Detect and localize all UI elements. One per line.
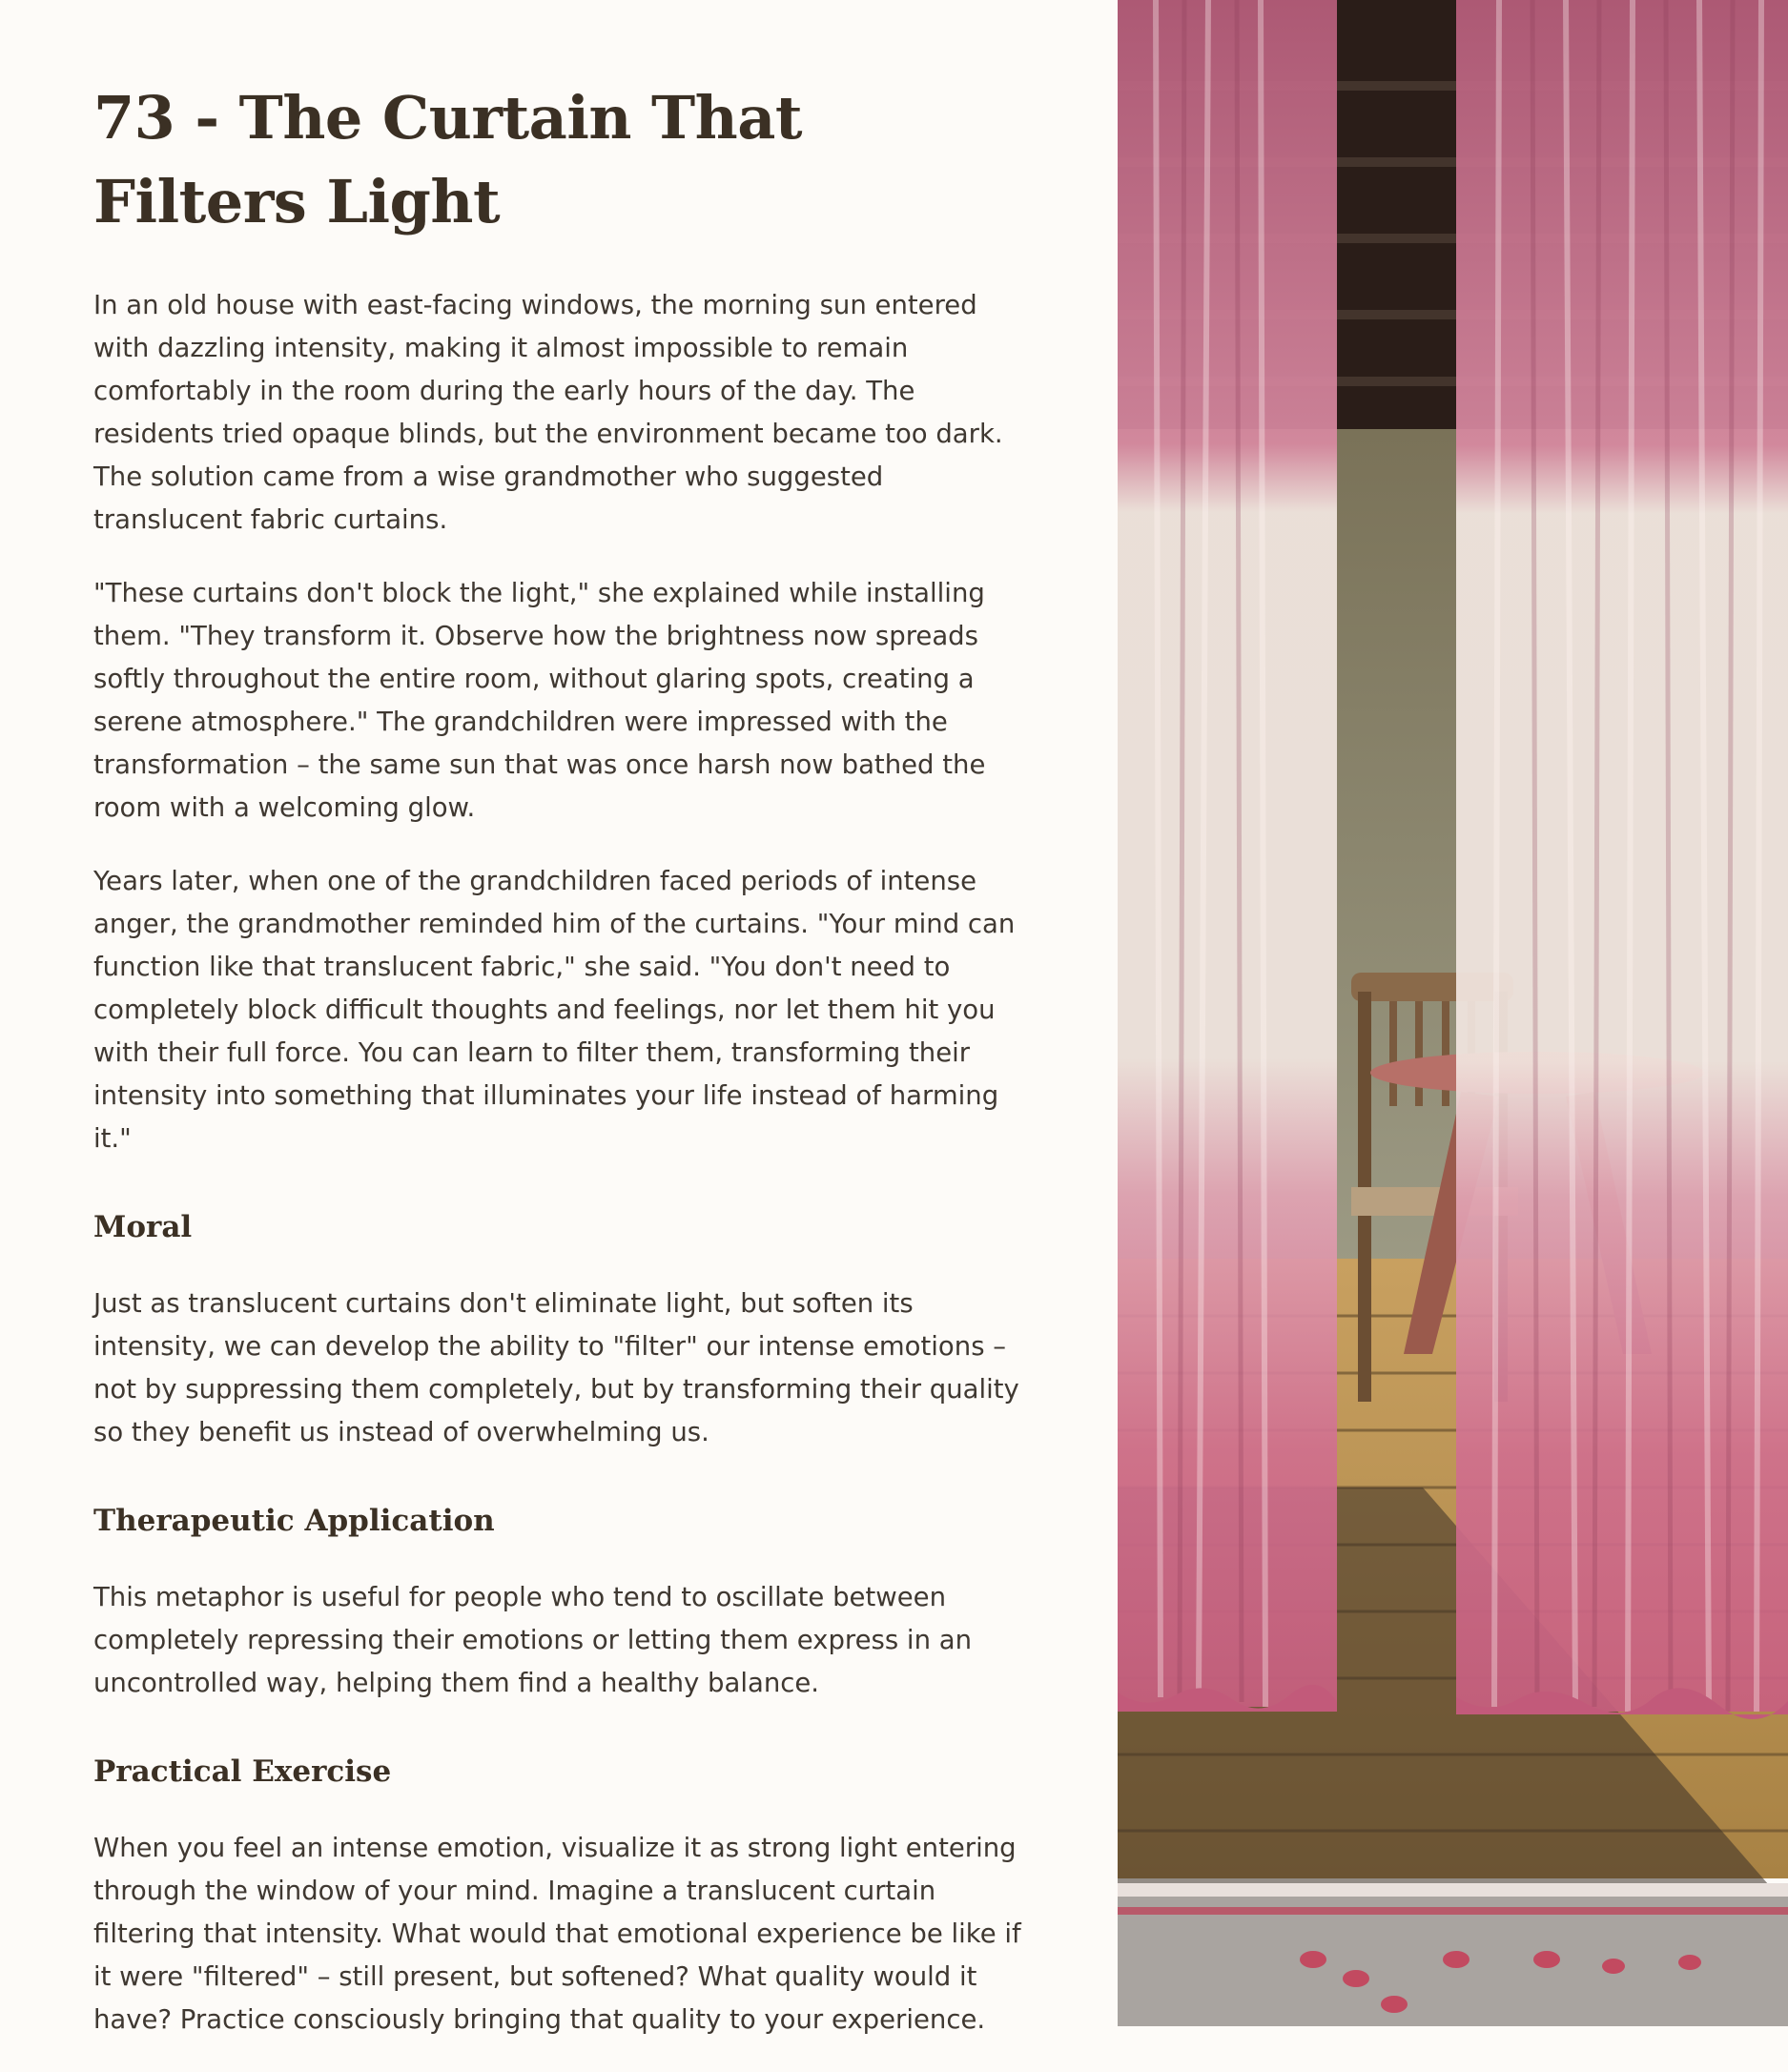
article (93, 76, 1028, 2072)
rug-fringe (1118, 1883, 1788, 1897)
rug-border (1118, 1907, 1788, 1915)
story-paragraph-1: In an old house with east-facing windows, the morning sun entered with dazzling intensity, making it almost impossible to remain comfortably in the room during the early hours of the day. The residents tried opaque blinds, but the environment became too dark. The solution came from a wise grandmother who suggested translucent fabric curtains. (93, 290, 1003, 535)
therapeutic-heading: Therapeutic Application (93, 1504, 495, 1538)
curtain-left (1118, 0, 1337, 1707)
page-title: 73 - The Curtain That Filters Light (93, 83, 803, 236)
story-paragraph-2: "These curtains don't block the light," she explained while installing them. "They transform it. Observe how the brightness now spreads softly throughout the entire room, without glaring spots, creating a serene atmosphere." The grandchildren were impressed with the transformation – the same sun that was once harsh now bathed the room with a welcoming glow. (93, 578, 986, 823)
curtain-illustration-svg (1118, 0, 1788, 2026)
curtain-illustration (1118, 0, 1788, 2026)
therapeutic-text: This metaphor is useful for people who tend to oscillate between completely repressing their emotions or letting them express in an uncontrolled way, helping them find a healthy balance. (93, 1582, 973, 1698)
exercise-heading: Practical Exercise (93, 1754, 392, 1789)
moral-heading: Moral (93, 1210, 193, 1244)
moral-text: Just as translucent curtains don't eliminate light, but soften its intensity, we can develop the ability to "filter" our intense emotions – not by suppressing them completely, but by transforming their quality so they benefit us instead of overwhelming us. (93, 1288, 1019, 1447)
story-paragraph-3: Years later, when one of the grandchildren faced periods of intense anger, the grandmother reminded him of the curtains. "Your mind can function like that translucent fabric," she said. "You don't need to completely block difficult thoughts and feelings, nor let them hit you with their full force. You can learn to filter them, transforming their intensity into something that illuminates your life instead of harming it." (93, 866, 1016, 1154)
exercise-text: When you feel an intense emotion, visualize it as strong light entering through the window of your mind. Imagine a translucent curtain filtering that intensity. What would that emotional experience be like if it were "filtered" – still present, but softened? What quality would it have? Practice consciously bringing that quality to your experience. (93, 1833, 1021, 2035)
curtain-right (1456, 0, 1788, 1712)
